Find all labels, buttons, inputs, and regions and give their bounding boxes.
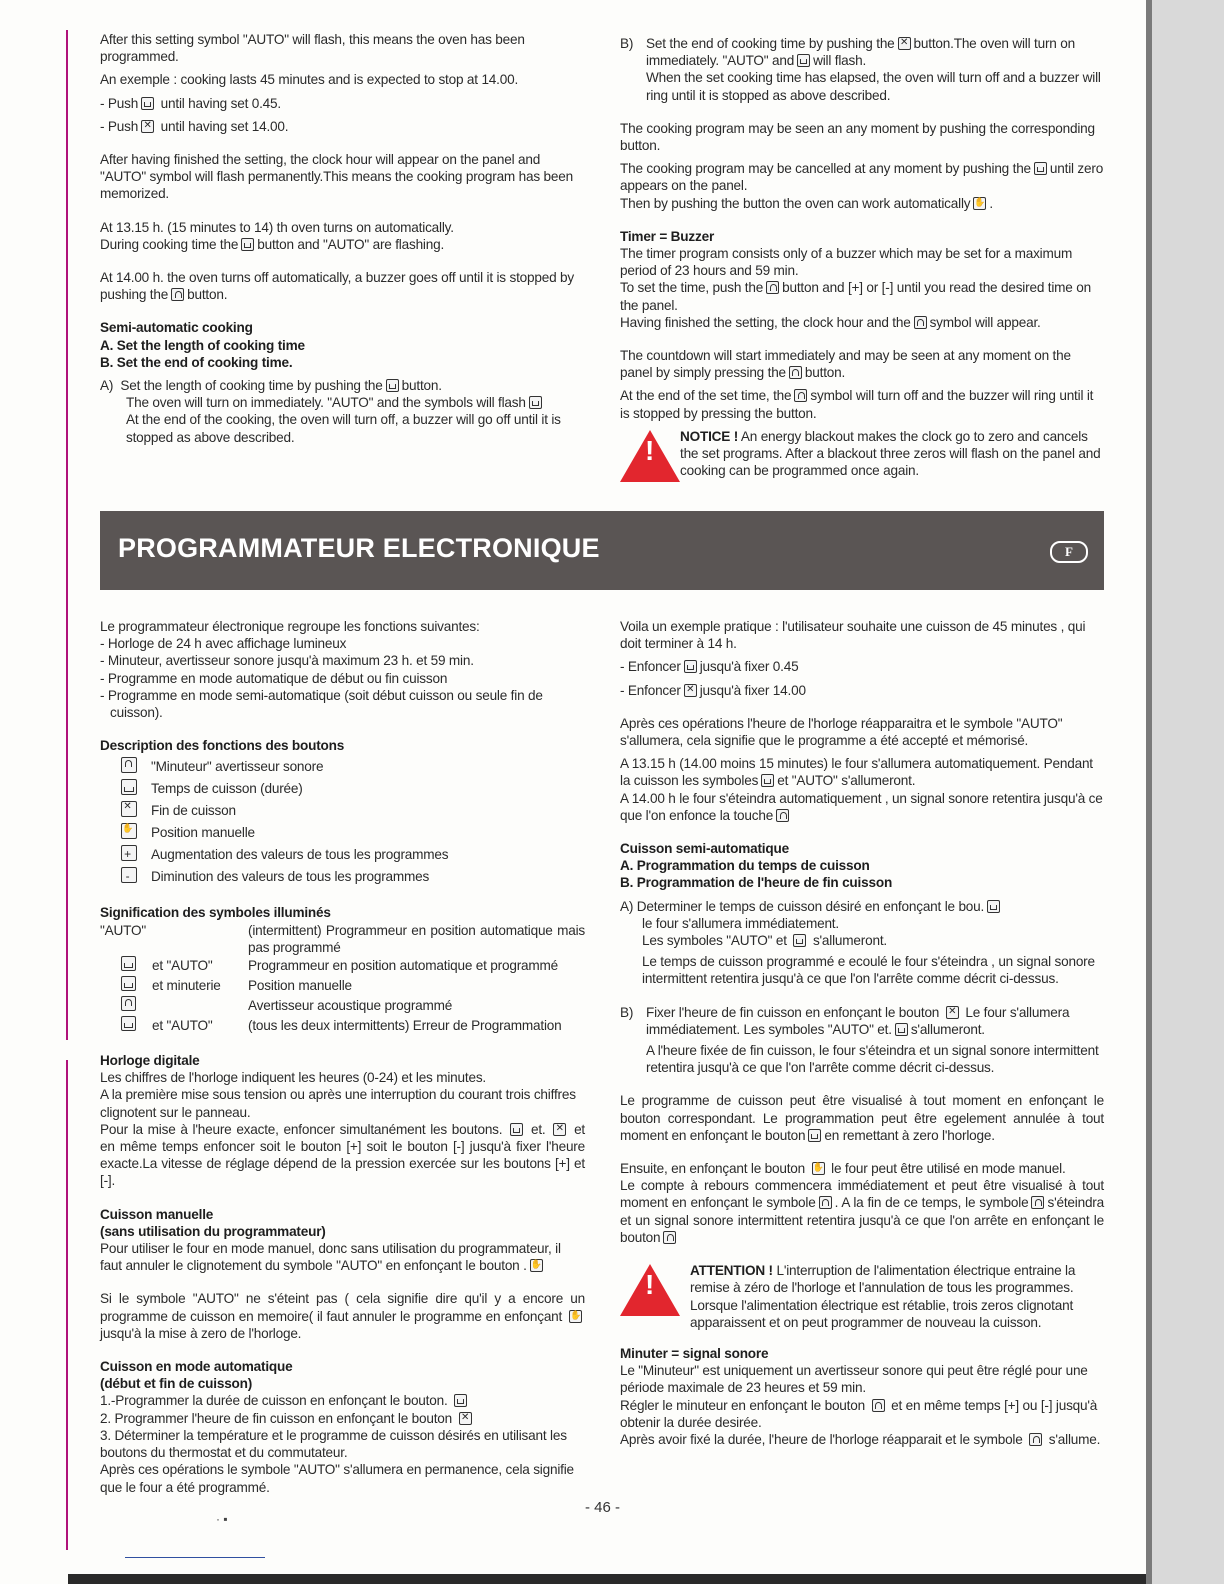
list-item: +Augmentation des valeurs de tous les programmes xyxy=(118,844,585,866)
paragraph: Pour la mise à l'heure exacte, enfoncer simultanément les boutons. et. ✕ et en même temps enfoncer soit le bouton [+] soit le bouton [-] jusqu'à fixer l'heure exacte.La vitesse de réglage dépend de la pression exercée sur les boutons [+] et [-]. xyxy=(100,1121,585,1190)
end-cooking-icon xyxy=(121,801,137,817)
attention-box: ! ATTENTION ! L'interruption de l'alimentation électrique entraine la remise à zéro de l'horloge et l'annulation de tous les programmes. Lorsque l'alimentation électrique est rétablie, trois zeros clignotant apparaissent et on peut programmer de nouveau la cuisson. xyxy=(620,1262,1104,1331)
bullet-item: - Minuteur, avertisseur sonore jusqu'à maximum 23 h. et 59 min. xyxy=(100,653,474,669)
step: - Push until having set 0.45. xyxy=(100,95,281,111)
paragraph: At 13.15 h. (15 minutes to 14) th oven turns on automatically. xyxy=(100,219,454,235)
cooking-time-icon xyxy=(386,379,399,392)
cooking-time-icon xyxy=(529,396,542,409)
cooking-time-icon xyxy=(987,900,1000,913)
bullet-item: - Programme en mode semi-automatique (soit début cuisson ou seule fin de cuisson). xyxy=(100,687,543,721)
end-cooking-icon xyxy=(898,37,911,50)
cooking-time-icon xyxy=(121,956,136,971)
symbol-row: "AUTO" (intermittent) Programmeur en position automatique mais pas programmé xyxy=(100,922,585,955)
section-subtitle: (début et fin de cuisson) xyxy=(100,1376,253,1392)
paragraph: Après ces opérations le symbole "AUTO" s'allumera en permanence, cela signifie que le four a été programmé. xyxy=(100,1462,574,1495)
section-subtitle: A. Programmation du temps de cuisson xyxy=(620,858,870,874)
section-subtitle: B. Set the end of cooking time. xyxy=(100,354,293,370)
cooking-time-icon xyxy=(684,660,697,673)
symbol-row: et "AUTO" (tous les deux intermittents) Erreur de Programmation xyxy=(118,1016,585,1036)
paragraph: A 14.00 h le four s'éteindra automatiquement , un signal sonore retentira jusqu'à ce que l'on enfonce la touche xyxy=(620,790,1103,823)
scan-edge xyxy=(1146,0,1224,1584)
step: 1.-Programmer la durée de cuisson en enfonçant le bouton. xyxy=(100,1392,585,1409)
timer-bell-icon xyxy=(1029,1433,1042,1446)
timer-bell-icon xyxy=(766,281,779,294)
timer-bell-icon xyxy=(794,389,807,402)
paragraph: Voila un exemple pratique : l'utilisateur souhaite une cuisson de 45 minutes , qui doit terminer à 14 h. xyxy=(620,619,1086,652)
cooking-time-icon xyxy=(121,779,137,795)
timer-bell-icon xyxy=(663,1231,676,1244)
step-a-detail: Le temps de cuisson programmé e ecoulé le four s'éteindra , un signal sonore intermittent retentira jusqu'à ce que l'on l'arrête comme décrit ci-dessus. xyxy=(642,954,1095,987)
paragraph: After having finished the setting, the clock hour will appear on the panel and "AUTO" symbol will flash permanently.This means the cooking program has been memorized. xyxy=(100,152,573,202)
step-b-detail: A l'heure fixée de fin cuisson, le four s'éteindra et un signal sonore intermittent retentira jusqu'à ce que l'on l'arrête comme décrit ci-dessus. xyxy=(646,1043,1099,1076)
step: - Enfoncer jusqu'à fixer 0.45 xyxy=(620,659,799,675)
warning-exclamation-icon: ! xyxy=(645,1269,655,1301)
cooking-time-icon xyxy=(454,1394,467,1407)
timer-bell-icon xyxy=(819,1196,832,1209)
list-item: -Diminution des valeurs de tous les programmes xyxy=(118,866,585,888)
paragraph: The cooking program may be cancelled at any moment by pushing the until zero appears on the panel. xyxy=(620,161,1104,194)
french-right-column xyxy=(620,618,1104,1448)
cooking-time-icon xyxy=(895,1023,908,1036)
manual-hand-icon xyxy=(812,1162,825,1175)
paragraph: The timer program consists only of a buzzer which may be set for a maximum period of 23 hours and 59 min. xyxy=(620,246,1073,279)
plus-icon xyxy=(121,845,137,861)
cooking-time-icon xyxy=(1034,162,1047,175)
list-item: ✋Position manuelle xyxy=(118,822,585,844)
paragraph: Si le symbole "AUTO" ne s'éteint pas ( cela signifie dire qu'il y a encore un programme de cuisson en memoire( il faut annuler le programme en enfonçant ✋ jusqu'à la mise à zero de l'horloge. xyxy=(100,1290,585,1342)
timer-bell-icon xyxy=(914,316,927,329)
manual-hand-icon xyxy=(121,823,137,839)
manual-hand-icon xyxy=(569,1310,582,1323)
section-title: Signification des symboles illuminés xyxy=(100,905,331,921)
list-item: ✕Fin de cuisson xyxy=(118,800,585,822)
bullet-item: - Programme en mode automatique de début ou fin cuisson xyxy=(100,670,448,686)
cooking-time-icon xyxy=(793,934,806,947)
warning-exclamation-icon: ! xyxy=(645,434,655,466)
cooking-time-icon xyxy=(808,1129,821,1142)
section-title: Timer = Buzzer xyxy=(620,228,715,244)
button-list xyxy=(100,756,585,888)
section-subtitle: (sans utilisation du programmateur) xyxy=(100,1223,326,1239)
page-number: - 46 - xyxy=(585,1499,621,1516)
scan-speck: · ▪ xyxy=(216,1512,228,1526)
step-a-detail: le four s'allumera immédiatement. xyxy=(642,915,839,931)
step: - Enfoncer✕ jusqu'à fixer 14.00 xyxy=(620,682,1104,699)
section-banner xyxy=(100,511,1104,590)
paragraph: The countdown will start immediately and may be seen at any moment on the panel by simply pressing the button. xyxy=(620,348,1071,381)
paragraph: The cooking program may be seen an any moment by pushing the corresponding button. xyxy=(620,120,1095,154)
paragraph: A la première mise sous tension ou après une interruption du courant trois chiffres clignotent sur le panneau. xyxy=(100,1087,576,1120)
timer-bell-icon xyxy=(121,757,137,773)
scan-edge-shadow xyxy=(1146,0,1152,1584)
end-cooking-icon xyxy=(459,1412,472,1425)
paragraph: An exemple : cooking lasts 45 minutes and is expected to stop at 14.00. xyxy=(100,72,519,88)
timer-bell-icon xyxy=(171,288,184,301)
timer-bell-icon xyxy=(1031,1196,1044,1209)
step: - Push✕ until having set 14.00. xyxy=(100,118,585,135)
section-title: Cuisson en mode automatique xyxy=(100,1359,293,1375)
paragraph: To set the time, push the button and [+] or [-] until you read the desired time on the panel. xyxy=(620,280,1091,313)
paragraph: After this setting symbol "AUTO" will flash, this means the oven has been programmed. xyxy=(100,32,525,65)
paragraph: Le compte à rebours commencera immédiatement et peut être visualisé à tout moment en enfonçant le symbole . A la fin de ce temps, le symbole s'éteindra et un signal sonore intermittent retentira jusqu'à ce que l'on arrête en enfonçant le bouton xyxy=(620,1178,1104,1245)
timer-bell-icon xyxy=(776,809,789,822)
paragraph: Les chiffres de l'horloge indiquent les heures (0-24) et les minutes. xyxy=(100,1070,487,1086)
step-a-detail: The oven will turn on immediately. "AUTO" and the symbols will flash xyxy=(100,394,585,411)
paragraph: At 14.00 h. the oven turns off automatically, a buzzer goes off until it is stopped by pushing the button. xyxy=(100,270,574,303)
paragraph: Le programmateur électronique regroupe les fonctions suivantes: xyxy=(100,619,480,634)
list-item: "Minuteur" avertisseur sonore xyxy=(118,756,585,778)
paragraph: Le programme de cuisson peut être visualisé à tout moment en enfonçant le bouton correspondant. Le programmation peut être egelement annulée à tout moment en enfonçant le bouton en remettant à zero l'horloge. xyxy=(620,1093,1104,1143)
notice-box: ! NOTICE ! An energy blackout makes the clock go to zero and cancels the set programs. After a blackout three zeros will flash on the panel and cooking can be programmed once again. xyxy=(620,428,1104,484)
step-b: B) Fixer l'heure de fin cuisson en enfonçant le bouton ✕ Le four s'allumera immédiatement. Les symboles "AUTO" et. s'allumeront. xyxy=(620,1004,1104,1038)
manual-hand-icon xyxy=(530,1259,543,1272)
section-subtitle: A. Set the length of cooking time xyxy=(100,337,305,353)
language-flag-badge: F xyxy=(1050,541,1088,563)
french-left-column xyxy=(100,618,585,1496)
paragraph: Ensuite, en enfonçant le bouton ✋ le four peut être utilisé en mode manuel. xyxy=(620,1160,1104,1177)
manual-hand-icon xyxy=(973,197,986,210)
cooking-time-icon xyxy=(761,774,774,787)
step-a-detail: At the end of the cooking, the oven will turn off, a buzzer will go off until it is stopped as above described. xyxy=(126,412,561,445)
step-a: A) Determiner le temps de cuisson désiré en enfonçant le bou. xyxy=(620,898,1104,915)
minus-icon xyxy=(121,867,137,883)
banner-title: PROGRAMMATEUR ELECTRONIQUE xyxy=(118,533,600,563)
bullet-item: - Horloge de 24 h avec affichage lumineux xyxy=(100,636,347,652)
timer-bell-icon xyxy=(789,366,802,379)
symbol-list xyxy=(100,956,585,1036)
paragraph: Régler le minuteur en enfonçant le bouton et en même temps [+] ou [-] jusqu'à obtenir la durée desirée. xyxy=(620,1397,1098,1430)
section-title: Horloge digitale xyxy=(100,1053,200,1069)
paragraph: Having finished the setting, the clock hour and the symbol will appear. xyxy=(620,314,1041,330)
english-right-column xyxy=(620,35,1104,484)
paragraph: A 13.15 h (14.00 moins 15 minutes) le four s'allumera automatiquement. Pendant la cuisson les symboles et "AUTO" s'allumeront. xyxy=(620,756,1093,789)
symbol-row: Avertisseur acoustique programmé xyxy=(118,996,585,1016)
end-cooking-icon xyxy=(946,1006,959,1019)
section-title: Description des fonctions des boutons xyxy=(100,738,345,754)
symbol-row: et "AUTO" Programmeur en position automatique et programmé xyxy=(118,956,585,976)
step-a-detail: Les symboles "AUTO" et s'allumeront. xyxy=(642,933,887,949)
paragraph: During cooking time the button and "AUTO" are flashing. xyxy=(100,236,445,252)
section-subtitle: B. Programmation de l'heure de fin cuisson xyxy=(620,875,893,891)
timer-bell-icon xyxy=(121,996,136,1011)
scan-bottom-edge xyxy=(68,1574,1146,1584)
step: 2. Programmer l'heure de fin cuisson en enfonçant le bouton ✕ xyxy=(100,1410,585,1427)
end-cooking-icon xyxy=(684,684,697,697)
paragraph: Après ces opérations l'heure de l'horloge réapparaitra et le symbole "AUTO" s'allumera, cela signifie que le programme a été accepté et mémorisé. xyxy=(620,715,1063,749)
paragraph: Le "Minuteur" est uniquement un avertisseur sonore qui peut être réglé pour une période maximale de 23 heures et 59 min. xyxy=(620,1363,1088,1396)
paragraph: Then by pushing the button the oven can work automatically✋ . xyxy=(620,195,1104,212)
paragraph: Pour utiliser le four en mode manuel, donc sans utilisation du programmateur, il faut annuler le clignotement du symbole "AUTO" en enfonçant le bouton .✋ xyxy=(100,1240,585,1274)
section-title: Minuter = signal sonore xyxy=(620,1345,769,1361)
paragraph: Après avoir fixé la durée, l'heure de l'horloge réapparait et le symbole s'allume. xyxy=(620,1431,1101,1447)
end-cooking-icon xyxy=(141,120,154,133)
step-b: B) Set the end of cooking time by pushing the✕ button.The oven will turn on immediately. "AUTO" and will flash. When the set cooking time has elapsed, the oven will turn off and a buzzer will ring until it is stopped as above described. xyxy=(620,35,1104,104)
cooking-time-icon xyxy=(121,1016,136,1031)
cooking-time-icon xyxy=(141,97,154,110)
bottom-rule xyxy=(125,1557,265,1558)
binding-mark xyxy=(66,1060,68,1550)
cooking-time-icon xyxy=(241,238,254,251)
paragraph: At the end of the set time, the symbol will turn off and the buzzer will ring until it is stopped by pressing the button. xyxy=(620,388,1094,421)
end-cooking-icon xyxy=(553,1123,566,1136)
section-title: Cuisson manuelle xyxy=(100,1206,214,1222)
step: 3. Déterminer la température et le programme de cuisson désirés en utilisant les boutons du thermostat et du commutateur. xyxy=(100,1427,567,1461)
timer-bell-icon xyxy=(872,1399,885,1412)
symbol-row: et minuterie Position manuelle xyxy=(118,976,585,996)
section-title: Cuisson semi-automatique xyxy=(620,841,789,857)
step-a: A) Set the length of cooking time by pushing the button. xyxy=(100,378,442,394)
binding-mark xyxy=(66,30,68,1040)
cooking-time-icon xyxy=(797,54,810,67)
cooking-time-icon xyxy=(510,1123,523,1136)
section-title: Semi-automatic cooking xyxy=(100,320,253,336)
list-item: Temps de cuisson (durée) xyxy=(118,778,585,800)
english-left-column xyxy=(100,31,585,446)
cooking-time-icon xyxy=(121,976,136,991)
